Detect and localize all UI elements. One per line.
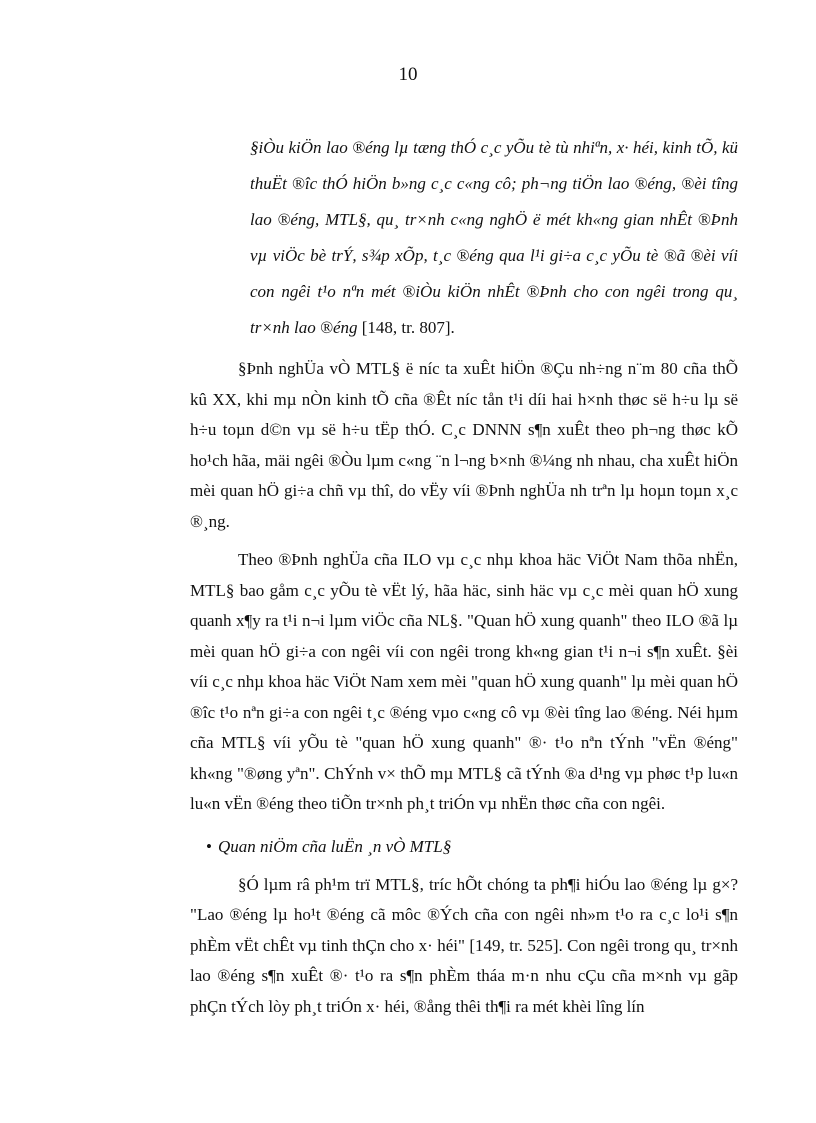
paragraph-definition-history: §Þnh nghÜa vÒ MTL§ ë níc ta xuÊt hiÖn ®Çu nh÷ng n¨m 80 cña thÕ kû XX, khi mµ nÒn kinh tÕ cña ®Êt níc tån t¹i díi hai h×nh thøc së h÷u lµ së h÷u toµn d©n vµ së h÷u tËp thÓ. C¸c DNNN s¶n xuÊt theo ph¬ng thøc kÕ ho¹ch hãa, mäi ngêi ®Òu lµm c«ng ¨n l¬ng b×nh ®¼ng nh nhau, cha xuÊt hiÖn mèi quan hÖ gi÷a chñ vµ thî, do vËy víi ®Þnh nghÜa nh trªn lµ hoµn toµn x¸c ®¸ng. [190,359,738,531]
quote-citation: [148, tr. 807]. [357,318,455,337]
paragraph-ilo-definition: Theo ®Þnh nghÜa cña ILO vµ c¸c nhµ khoa häc ViÖt Nam thõa nhËn, MTL§ bao gåm c¸c yÕu tè vËt lý, hãa häc, sinh häc vµ c¸c mèi quan hÖ xung quanh x¶y ra t¹i n¬i lµm viÖc cña NL§. "Quan hÖ xung quanh" theo ILO ®ã lµ mèi quan hÖ gi÷a con ngêi víi con ngêi trong kh«ng gian t¹i n¬i s¶n xuÊt. §èi víi c¸c nhµ khoa häc ViÖt Nam xem mèi "quan hÖ xung quanh" lµ mèi quan hÖ ®îc t¹o nªn gi÷a con ngêi t¸c ®éng vµo c«ng cô vµ ®èi tîng lao ®éng. Néi hµm cña MTL§ víi yÕu tè "quan hÖ xung quanh" ®· t¹o nªn tÝnh "vËn ®éng" kh«ng "®øng yªn". ChÝnh v× thÕ mµ MTL§ cã tÝnh ®a d¹ng vµ phøc t¹p lu«n lu«n vËn ®éng theo tiÕn tr×nh ph¸t triÓn vµ nhËn thøc cña con ngêi. [190,550,738,813]
quote-text: §iÒu kiÖn lao ®éng lµ tæng thÓ c¸c yÕu tè tù nhiªn, x· héi, kinh tÕ, kü thuËt ®îc thÓ hiÖn b»ng c¸c c«ng cô; ph¬ng tiÖn lao ®éng, ®èi tîng lao ®éng, MTL§, qu¸ tr×nh c«ng nghÖ ë mét kh«ng gian nhÊt ®Þnh vµ viÖc bè trÝ, s¾p xÕp, t¸c ®éng qua l¹i gi÷a c¸c yÕu tè ®ã ®èi víi con ngêi t¹o nªn mét ®iÒu kiÖn nhÊt ®Þnh cho con ngêi trong qu¸ tr×nh lao ®éng [250,138,738,337]
bullet-icon: • [206,836,212,856]
block-quote [250,130,738,346]
document-body [190,130,738,1022]
bullet-heading-text: Quan niÖm cña luËn ¸n vÒ MTL§ [217,836,452,856]
paragraph-labor-concept: §Ó lµm râ ph¹m trï MTL§, tríc hÕt chóng ta ph¶i hiÓu lao ®éng lµ g×? "Lao ®éng lµ ho¹t ®éng cã môc ®Ých cña con ngêi nh»m t¹o ra c¸c lo¹i s¶n phÈm vËt chÊt vµ tinh thÇn cho x· héi" [149, tr. 525]. Con ngêi trong qu¸ tr×nh lao ®éng s¶n xuÊt ®· t¹o ra s¶n phÈm tháa m·n nhu cÇu cña m×nh vµ gãp phÇn tÝch lòy ph¸t triÓn x· héi, ®ång thêi th¶i ra mét khèi lîng lín [190,874,738,1016]
bullet-heading [206,832,738,862]
page-number: 10 [398,64,418,85]
